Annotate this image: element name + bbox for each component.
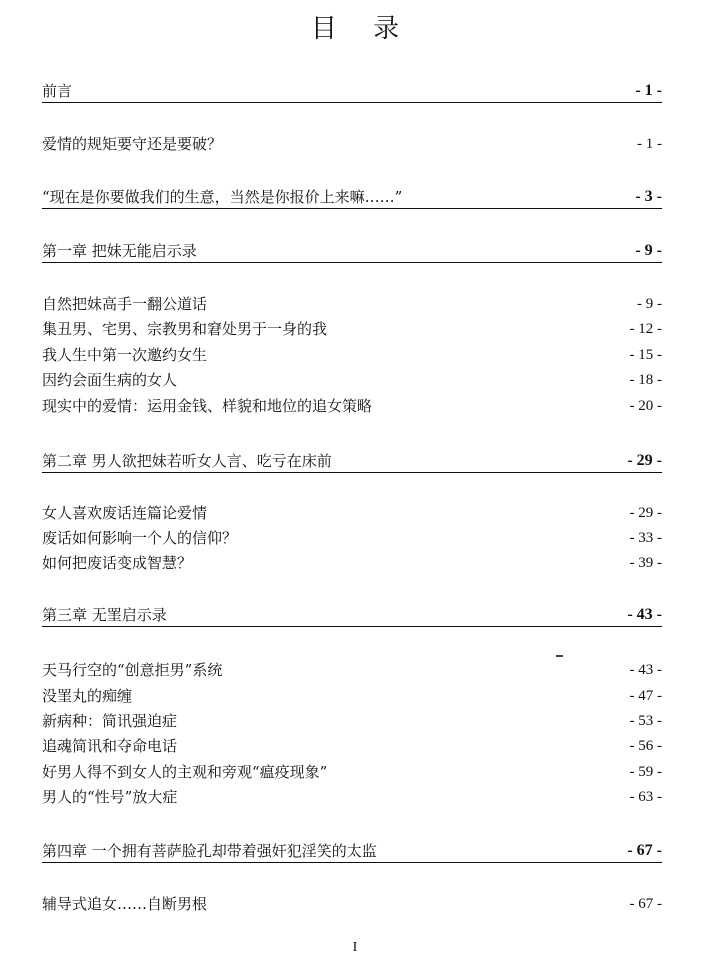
toc-entry[interactable] bbox=[42, 893, 662, 915]
toc-entry[interactable] bbox=[42, 80, 662, 103]
toc-entry-title: 第四章 一个拥有菩萨脸孔却带着强奸犯淫笑的太监 bbox=[42, 842, 377, 860]
toc-entry-title: 新病种：简讯强迫症 bbox=[42, 712, 178, 730]
toc-entry-page: - 1 - bbox=[635, 82, 662, 99]
toc-entry-page: - 53 - bbox=[629, 713, 662, 729]
toc-entry-page: - 29 - bbox=[627, 452, 662, 469]
toc-entry-title: 天马行空的“创意拒男”系统 bbox=[42, 661, 223, 679]
toc-entry-title: 现实中的爱情：运用金钱、样貌和地位的追女策略 bbox=[42, 397, 373, 415]
toc-entry-page: - 67 - bbox=[627, 842, 662, 859]
toc-entry-title: 爱情的规矩要守还是要破？ bbox=[42, 135, 223, 153]
toc-entry-title: 没罣丸的痴缠 bbox=[42, 687, 133, 705]
page-number: I bbox=[352, 940, 358, 955]
toc-entry[interactable] bbox=[42, 786, 662, 808]
toc-entry[interactable] bbox=[42, 450, 662, 473]
toc-entry[interactable] bbox=[42, 604, 662, 627]
toc-entry-title: 第二章 男人欲把妹若听女人言、吃亏在床前 bbox=[42, 452, 332, 470]
toc-entry-page: - 59 - bbox=[629, 764, 662, 780]
toc-entry-page: - 33 - bbox=[629, 530, 662, 546]
toc-entry-title: 自然把妹高手一翻公道话 bbox=[42, 295, 208, 313]
toc-entry-page: - 47 - bbox=[629, 688, 662, 704]
toc-entry-page: - 67 - bbox=[629, 896, 662, 912]
toc-entry-page: - 43 - bbox=[629, 662, 662, 678]
toc-entry-page: - 18 - bbox=[629, 372, 662, 388]
toc-entry[interactable] bbox=[42, 527, 662, 549]
toc-entry[interactable] bbox=[42, 502, 662, 524]
toc-entry-page: - 29 - bbox=[629, 505, 662, 521]
toc-entry-title: 第一章 把妹无能启示录 bbox=[42, 242, 197, 260]
toc-entry-page: - 12 - bbox=[629, 321, 662, 337]
toc-entry[interactable] bbox=[42, 186, 662, 209]
toc-entry-title: 女人喜欢废话连篇论爱情 bbox=[42, 504, 208, 522]
toc-entry-title: 辅导式追女……自断男根 bbox=[42, 895, 208, 913]
toc-entry-title: 第三章 无罣启示录 bbox=[42, 606, 167, 624]
toc-entry[interactable] bbox=[42, 735, 662, 757]
toc-entry-title: 男人的“性号”放大症 bbox=[42, 788, 178, 806]
toc-entry-title: “现在是你要做我们的生意，当然是你报价上来嘛……” bbox=[42, 188, 403, 206]
toc-entry[interactable] bbox=[42, 685, 662, 707]
toc-entry-title: 我人生中第一次邀约女生 bbox=[42, 346, 208, 364]
toc-entry-page: - 9 - bbox=[635, 242, 662, 259]
toc-entry[interactable] bbox=[42, 240, 662, 263]
toc-entry-page: - 56 - bbox=[629, 738, 662, 754]
toc-entry-page: - 9 - bbox=[637, 296, 662, 312]
toc-entry-title: 因约会面生病的女人 bbox=[42, 371, 178, 389]
toc-entry-title: 好男人得不到女人的主观和旁观“瘟疫现象” bbox=[42, 763, 328, 781]
toc-entry[interactable] bbox=[42, 344, 662, 366]
toc-entry-page: - 43 - bbox=[627, 606, 662, 623]
toc-entry-title: 前言 bbox=[42, 82, 73, 100]
toc-entry[interactable] bbox=[42, 293, 662, 315]
toc-entry-page: - 3 - bbox=[635, 188, 662, 205]
toc-entry-page: - 20 - bbox=[629, 398, 662, 414]
toc-entry[interactable] bbox=[42, 659, 662, 681]
scan-speck bbox=[556, 655, 563, 657]
toc-entry[interactable] bbox=[42, 318, 662, 340]
toc-entry-title: 集丑男、宅男、宗教男和窘处男于一身的我 bbox=[42, 320, 328, 338]
toc-entry-title: 追魂简讯和夺命电话 bbox=[42, 737, 178, 755]
toc-entry-title: 废话如何影响一个人的信仰？ bbox=[42, 529, 238, 547]
toc-entry[interactable] bbox=[42, 395, 662, 417]
toc-entry-title: 如何把废话变成智慧？ bbox=[42, 554, 193, 572]
toc-entry-page: - 63 - bbox=[629, 789, 662, 805]
toc-entry[interactable] bbox=[42, 552, 662, 574]
page-title: 目 录 bbox=[310, 14, 414, 44]
toc-entry-page: - 1 - bbox=[637, 136, 662, 152]
toc-entry-page: - 15 - bbox=[629, 347, 662, 363]
toc-entry[interactable] bbox=[42, 761, 662, 783]
toc-entry[interactable] bbox=[42, 369, 662, 391]
toc-entry[interactable] bbox=[42, 710, 662, 732]
toc-entry[interactable] bbox=[42, 840, 662, 863]
toc-entry-page: - 39 - bbox=[629, 555, 662, 571]
toc-entry[interactable] bbox=[42, 133, 662, 155]
